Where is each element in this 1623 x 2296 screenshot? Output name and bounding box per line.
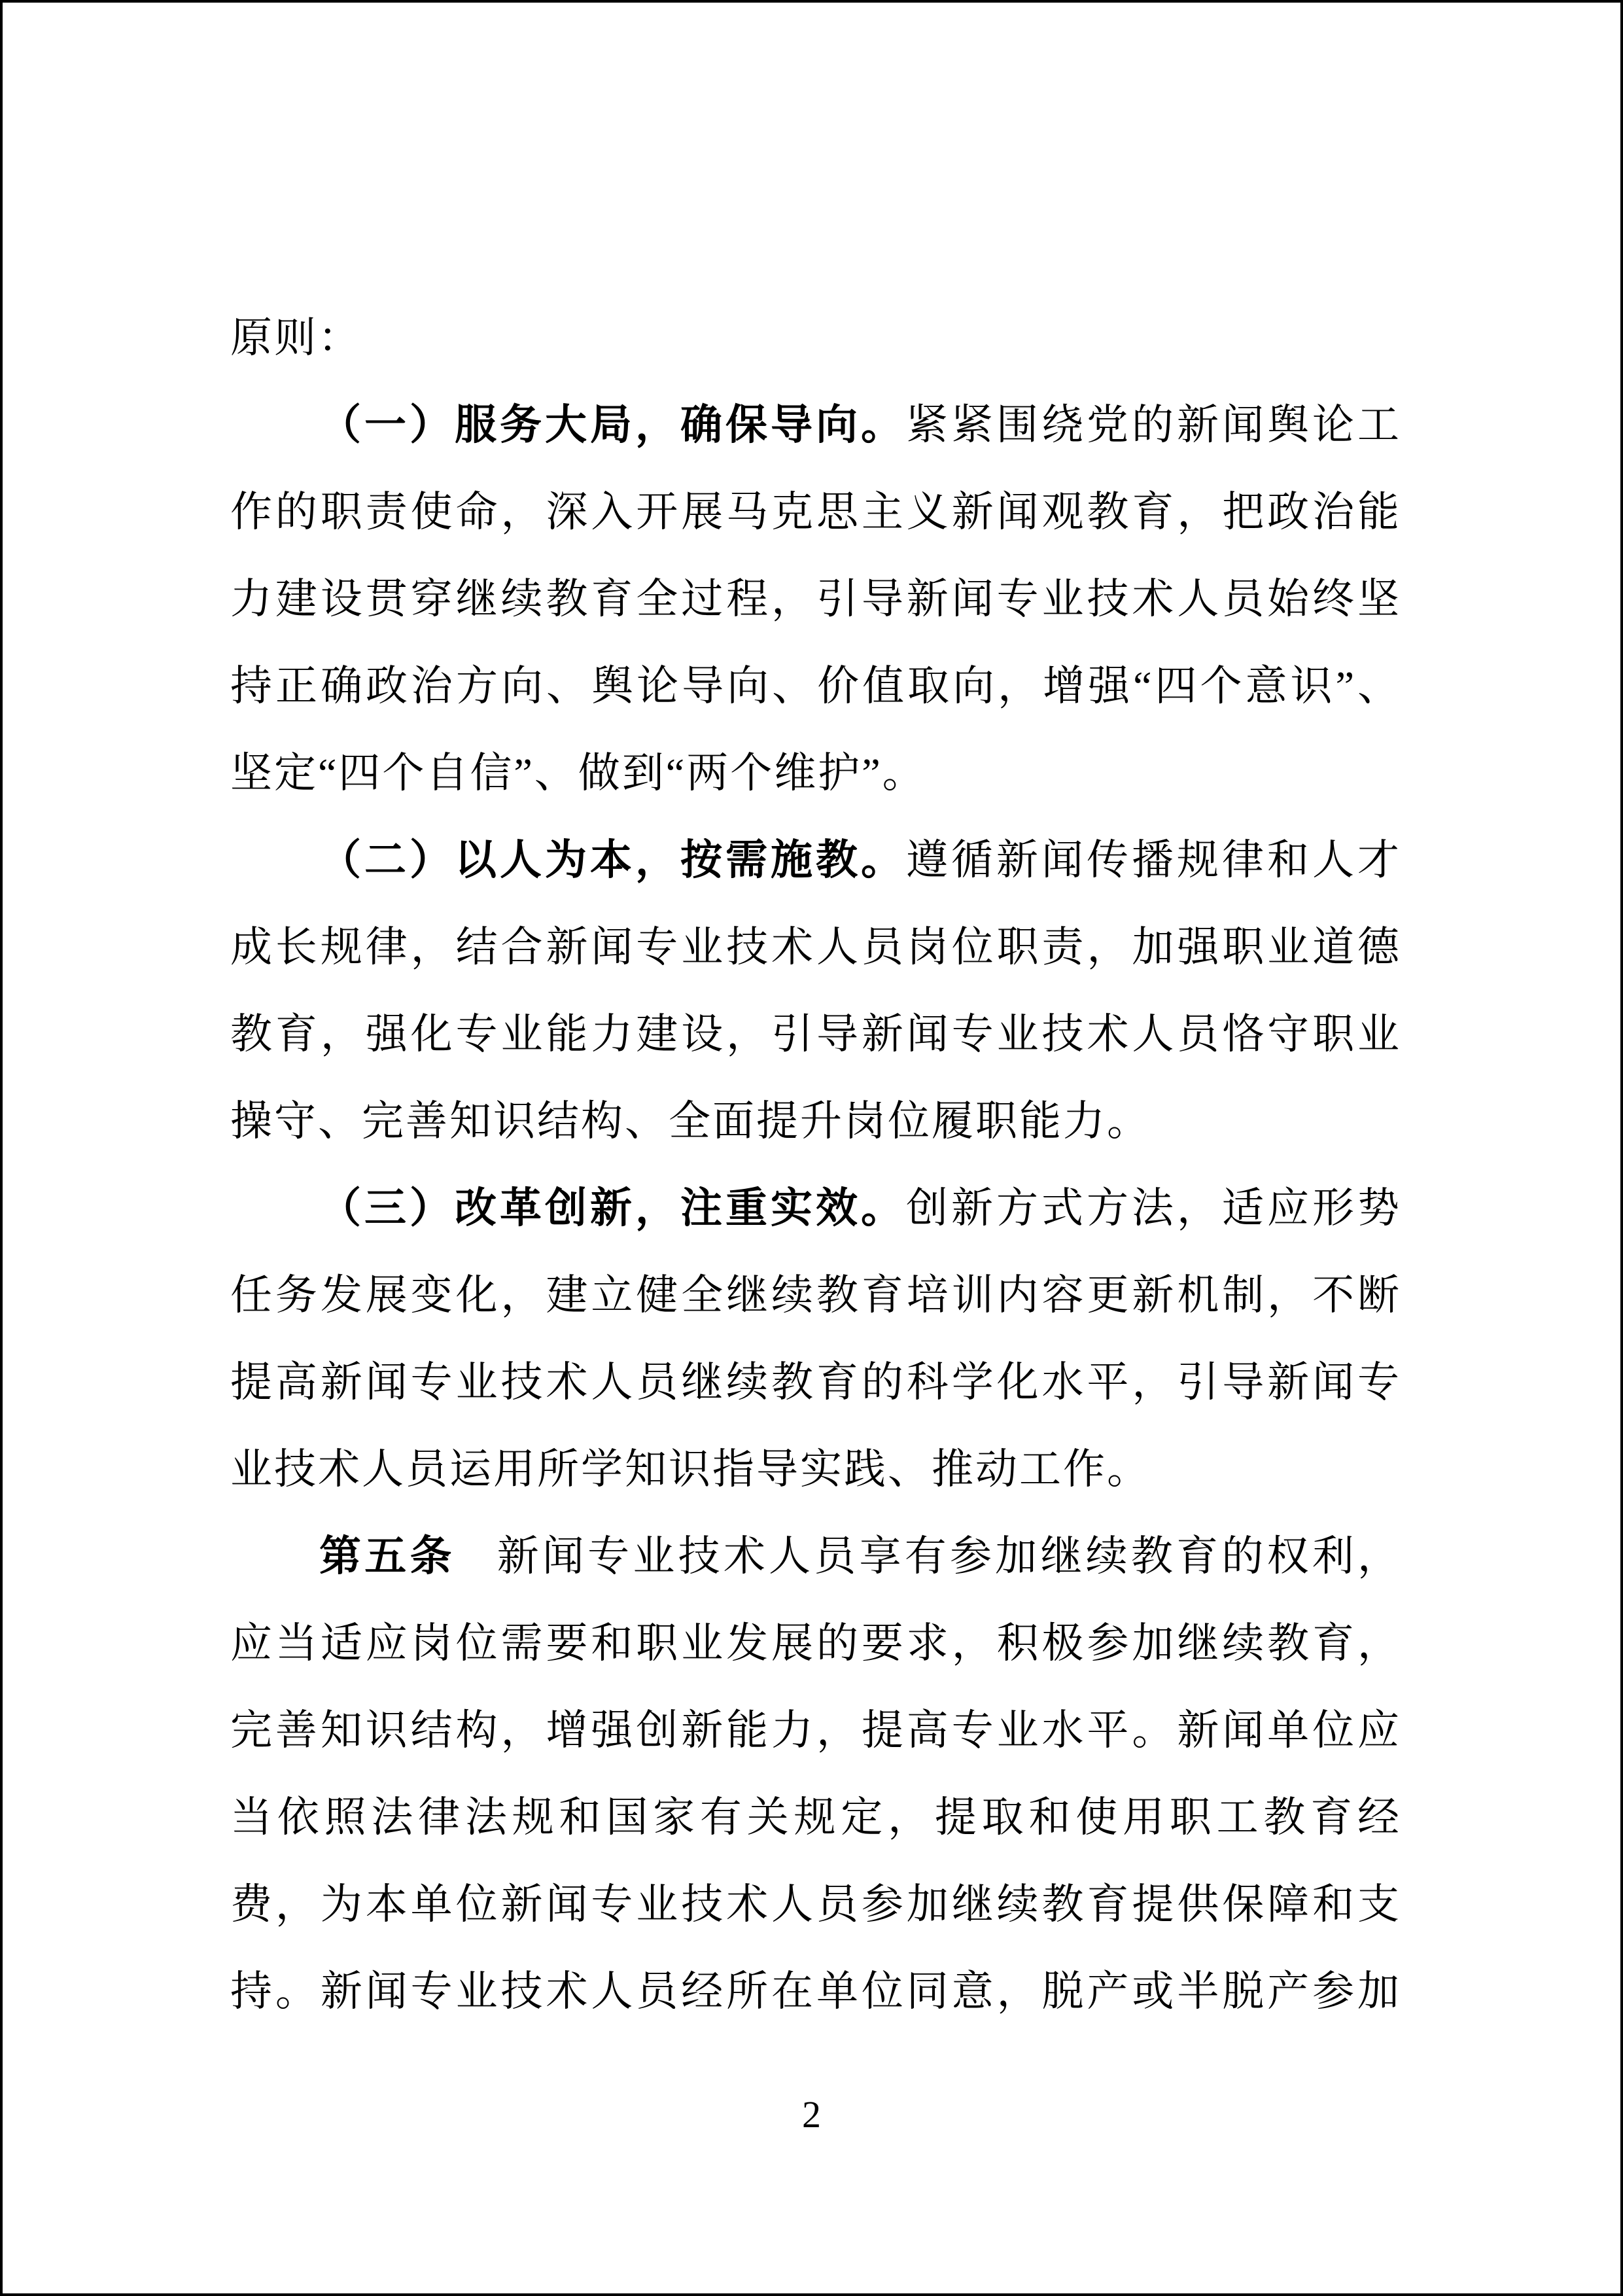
paragraph-lead-bold: （三）改革创新，注重实效。 (319, 1185, 906, 1231)
document-text-block (230, 294, 1401, 2035)
paragraph-item-two (230, 817, 1401, 1165)
page-number: 2 (802, 2093, 821, 2136)
paragraph-item-three (230, 1165, 1401, 1513)
paragraph-text: 紧紧围绕党的新闻舆论工作的职责使命，深入开展马克思主义新闻观教育，把政治能力建设贯穿继续教育全过程，引导新闻专业技术人员始终坚持正确政治方向、舆论导向、价值取向，增强“四个意识”、坚定“四个自信”、做到“两个维护”。 (230, 402, 1401, 796)
paragraph-text: 遵循新闻传播规律和人才成长规律，结合新闻专业技术人员岗位职责，加强职业道德教育，强化专业能力建设，引导新闻专业技术人员恪守职业操守、完善知识结构、全面提升岗位履职能力。 (230, 837, 1401, 1144)
paragraph-lead-bold: （一）服务大局，确保导向。 (319, 402, 906, 448)
paragraph-principles-label (230, 294, 1401, 381)
paragraph-lead-bold: （二）以人为本，按需施教。 (319, 837, 906, 883)
paragraph-text: 原则： (230, 315, 362, 361)
paragraph-item-one (230, 381, 1401, 817)
article-number-bold: 第五条 (319, 1533, 455, 1580)
paragraph-text: 创新方式方法，适应形势任务发展变化，建立健全继续教育培训内容更新机制，不断提高新闻专业技术人员继续教育的科学化水平，引导新闻专业技术人员运用所学知识指导实践、推动工作。 (230, 1185, 1401, 1492)
paragraph-article-five (230, 1513, 1401, 2035)
paragraph-text: 新闻专业技术人员享有参加继续教育的权利，应当适应岗位需要和职业发展的要求，积极参加继续教育，完善知识结构，增强创新能力，提高专业水平。新闻单位应当依照法律法规和国家有关规定，提取和使用职工教育经费，为本单位新闻专业技术人员参加继续教育提供保障和支持。新闻专业技术人员经所在单位同意，脱产或半脱产参加 (230, 1533, 1402, 2015)
